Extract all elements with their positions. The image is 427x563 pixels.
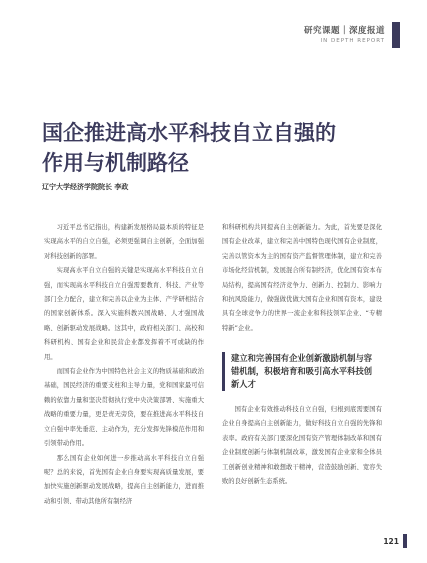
header-accent-bar <box>392 22 400 48</box>
right-column-continued <box>222 403 382 489</box>
section-label: 研究课题｜深度报道 <box>303 26 385 36</box>
paragraph: 和科研机构共同提高自主创新能力。为此，首先要是深化国有企业改革，建立和完善中国特色现代国有企业制度，完善以管资本为主的国有资产监督管理体制，建立和完善市场化经营机制，发展混合所有制经济，优化国有资本布局结构，提高国有经济竞争力、创新力、控制力、影响力和抗风险能力，做强做优做大国有企业和国有资本，建设具有全球竞争力的世界一流企业和科技领军企业、“专精特新”企业。 <box>222 224 382 332</box>
section-subheading <box>222 352 395 391</box>
paragraph: 习近平总书记指出，构建新发展格局最本质的特征是实现高水平的自立自强，必须更强调自主创新，全面加强对科技创新的部署。 <box>44 224 204 260</box>
paragraph: 国有企业有效推动科技自立自强，归根到底需要国有企业自身提高自主创新能力，做好科技自立自强的先锋和表率。政府有关部门要深化国有资产管理体制改革和国有企业制度创新与体制机制改革，激发国有企业家和全体员工创新创业精神和敢想敢干精神，营造鼓励创新、宽容失败的良好创新生态系统。 <box>222 406 382 486</box>
left-column <box>44 221 204 509</box>
article-title <box>42 118 382 178</box>
page-number-bar <box>403 534 407 548</box>
subheading-line-3: 新人才 <box>231 379 256 389</box>
page-number: 121 <box>383 537 399 546</box>
right-column <box>222 221 382 336</box>
subheading-line-1: 建立和完善国有企业创新激励机制与容 <box>231 353 373 363</box>
author-byline: 辽宁大学经济学院院长 李政 <box>42 183 129 191</box>
article-title-line-2: 作用与机制路径 <box>42 150 189 175</box>
subheading-line-2: 错机制，积极培育和吸引高水平科技创 <box>231 366 373 376</box>
paragraph: 那么国有企业如何进一步推动高水平科技自立自强呢？总的来说，首先国有企业自身要实现高质量发展，要加快实施创新驱动发展战略，提高自主创新能力，进而推动和引领、带动其他所有制经济 <box>44 454 204 505</box>
section-header <box>304 24 385 44</box>
paragraph: 而国有企业作为中国特色社会主义的物质基础和政治基础，国民经济的重要支柱和主导力量，党和国家最可信赖的依靠力量和坚决贯彻执行党中央决策部署、实施重大战略的重要力量，更是责无旁贷，要在推进高水平科技自立自强中率先垂范、主动作为，充分发挥先锋模范作用和引领带动作用。 <box>44 368 204 448</box>
section-label-en: IN DEPTH REPORT <box>320 38 385 44</box>
paragraph: 实现高水平自立自强的关键是实现高水平科技自立自强，而实现高水平科技自立自强需要教育、科技、产业等部门全力配合，建立和完善以企业为主体、产学研相结合的国家创新体系。深入实施科教兴国战略、人才强国战略、创新驱动发展战略。这其中，政府相关部门、高校和科研机构、国有企业和民营企业都发挥着不可或缺的作用。 <box>44 267 204 361</box>
article-title-line-1: 国企推进高水平科技自立自强的 <box>42 120 336 145</box>
